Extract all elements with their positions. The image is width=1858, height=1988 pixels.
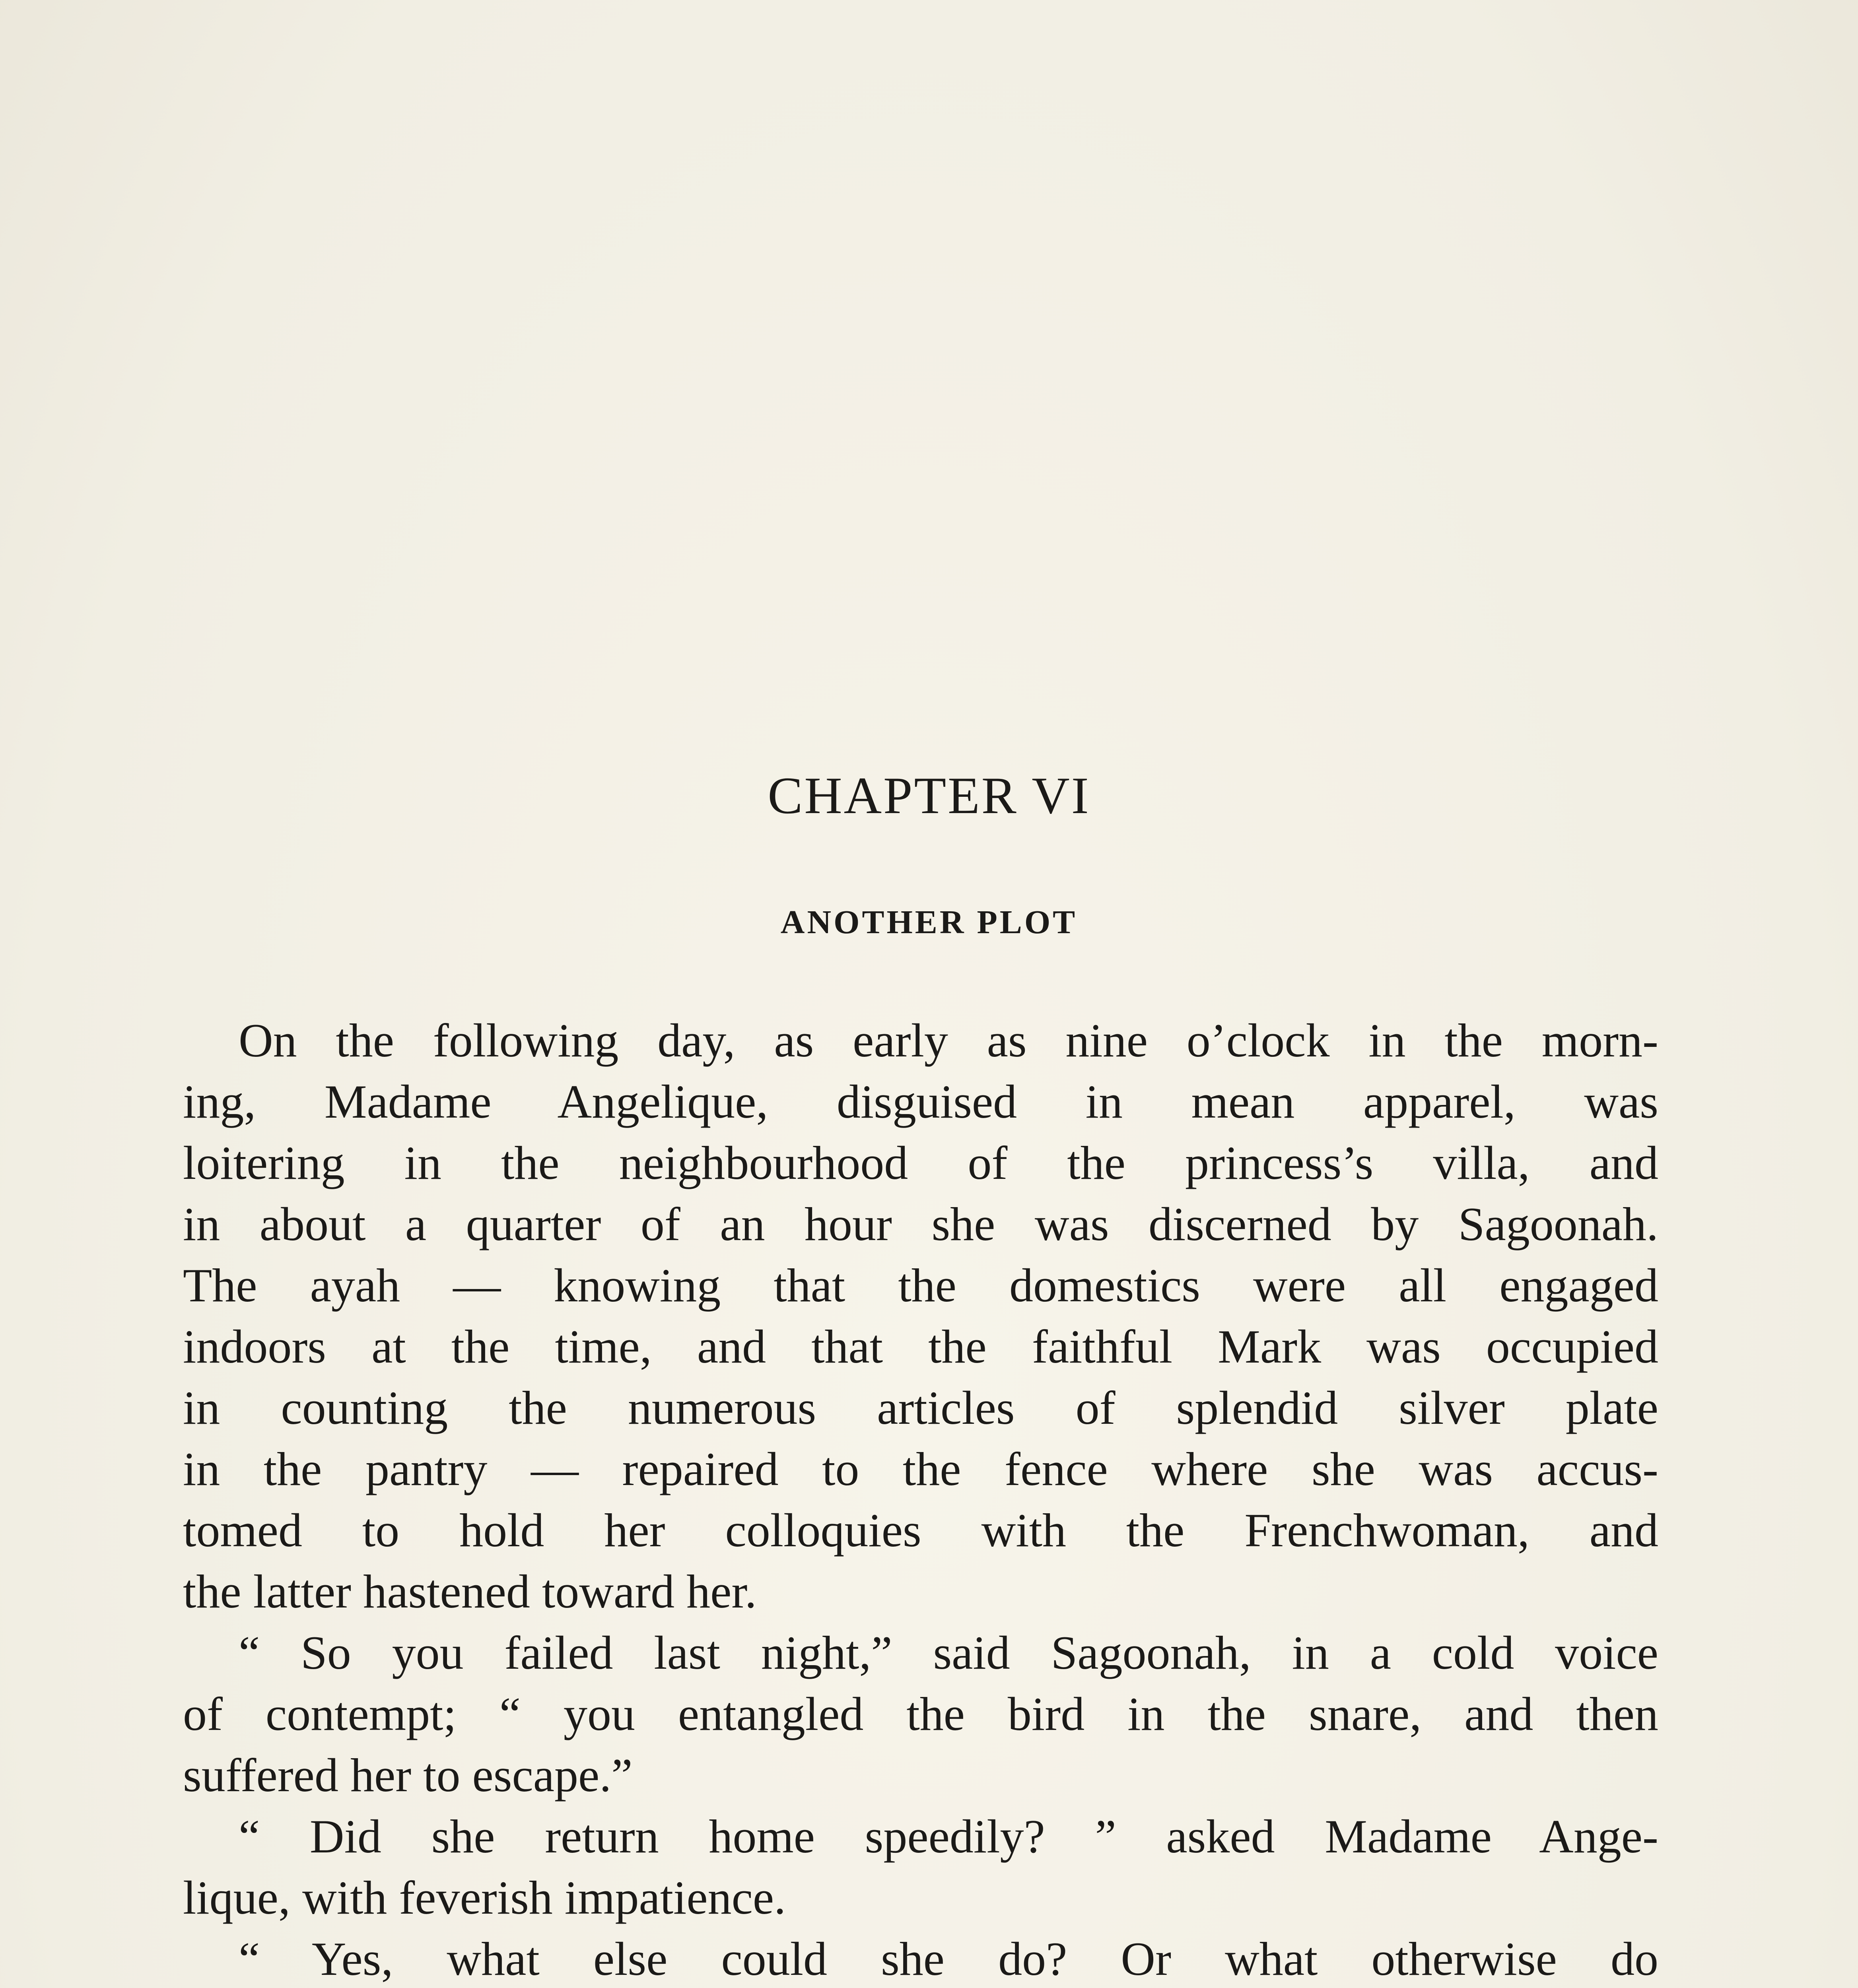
text-line: indoors at the time, and that the faithful Mark was occupied: [183, 1320, 1658, 1373]
text-line: “ So you failed last night,” said Sagoonah, in a cold voice: [239, 1626, 1658, 1679]
text-line: in counting the numerous articles of splendid silver plate: [183, 1381, 1658, 1434]
body-text: [183, 1010, 1658, 1988]
chapter-title: CHAPTER VI: [768, 766, 1090, 825]
text-line: The ayah — knowing that the domestics were all engaged: [183, 1259, 1658, 1312]
chapter-subtitle: ANOTHER PLOT: [780, 904, 1078, 941]
text-line: “ Yes, what else could she do? Or what otherwise do: [239, 1932, 1658, 1985]
text-line: in the pantry — repaired to the fence where she was accus-: [183, 1442, 1658, 1495]
text-line: suffered her to escape.”: [183, 1749, 633, 1802]
text-line: the latter hastened toward her.: [183, 1565, 757, 1618]
text-line: loitering in the neighbourhood of the princess’s villa, and: [183, 1136, 1658, 1189]
text-line: of contempt; “ you entangled the bird in the snare, and then: [183, 1687, 1658, 1740]
text-line: tomed to hold her colloquies with the Frenchwoman, and: [183, 1504, 1658, 1557]
text-line: ing, Madame Angelique, disguised in mean apparel, was: [183, 1075, 1658, 1128]
text-line: On the following day, as early as nine o’clock in the morn-: [239, 1014, 1658, 1067]
text-line: lique, with feverish impatience.: [183, 1871, 786, 1924]
text-line: “ Did she return home speedily? ” asked Madame Ange-: [239, 1810, 1658, 1863]
text-line: in about a quarter of an hour she was discerned by Sagoonah.: [183, 1198, 1658, 1250]
